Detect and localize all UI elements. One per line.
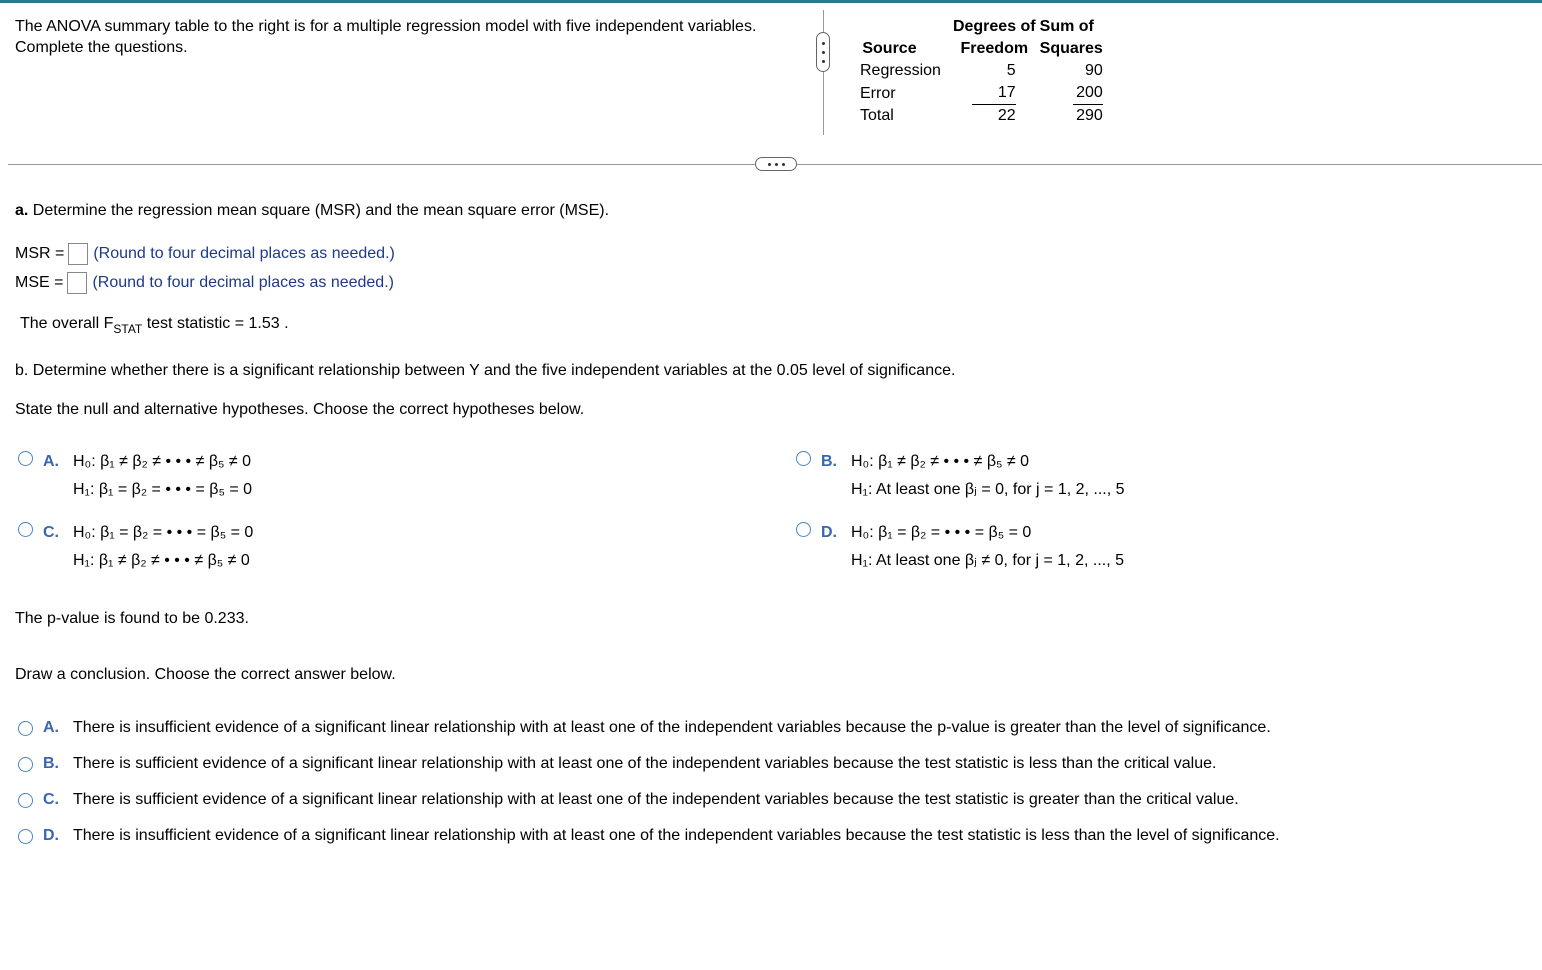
fstat-subscript: STAT bbox=[113, 322, 143, 336]
h1-text: H₁: β₁ = β₂ = • • • = β₅ = 0 bbox=[73, 481, 253, 498]
part-a-text: Determine the regression mean square (MSR) and the mean square error (MSE). bbox=[32, 202, 610, 219]
source-cell: Regression bbox=[860, 62, 941, 79]
source-cell: Error bbox=[860, 84, 896, 102]
option-letter: A. bbox=[43, 719, 59, 736]
msr-input[interactable] bbox=[68, 243, 88, 265]
anova-table bbox=[858, 16, 1105, 127]
radio-button[interactable] bbox=[796, 451, 811, 466]
option-text: There is sufficient evidence of a significant linear relationship with at least one of the independent variables because the test statistic is less than the critical value. bbox=[73, 755, 1217, 772]
msr-row bbox=[15, 241, 395, 267]
option-letter: D. bbox=[821, 524, 837, 541]
part-b-question: b. Determine whether there is a significant relationship between Y and the five independent variables at the 0.05 level of significance. bbox=[15, 362, 956, 379]
hyp-option-b[interactable] bbox=[796, 448, 1125, 504]
top-accent-bar bbox=[0, 0, 1542, 3]
h1-text: H₁: At least one βⱼ = 0, for j = 1, 2, ..., 5 bbox=[851, 481, 1125, 498]
hyp-option-a[interactable] bbox=[18, 448, 252, 504]
radio-button[interactable] bbox=[796, 522, 811, 537]
hyp-option-d[interactable] bbox=[796, 519, 1124, 575]
h0-text: H₀: β₁ = β₂ = • • • = β₅ = 0 bbox=[73, 524, 254, 541]
vertical-resize-handle[interactable] bbox=[816, 32, 830, 72]
part-a-question bbox=[15, 202, 609, 220]
h1-text: H₁: At least one βⱼ ≠ 0, for j = 1, 2, ..., 5 bbox=[851, 552, 1124, 569]
msr-hint: (Round to four decimal places as needed.) bbox=[93, 245, 395, 262]
part-a-label: a. bbox=[15, 202, 29, 219]
conclusion-option-b[interactable] bbox=[18, 752, 1216, 776]
conclusion-option-d[interactable] bbox=[18, 824, 1280, 848]
fstat-prefix: The overall F bbox=[20, 315, 114, 332]
table-row bbox=[858, 82, 1105, 105]
radio-button[interactable] bbox=[18, 522, 33, 537]
df-cell: 17 bbox=[972, 82, 1016, 105]
conclusion-option-c[interactable] bbox=[18, 788, 1239, 812]
vertical-divider bbox=[823, 10, 824, 135]
fstat-suffix: test statistic = 1.53 . bbox=[142, 315, 289, 332]
radio-button[interactable] bbox=[18, 757, 33, 772]
df-cell: 5 bbox=[1006, 62, 1016, 79]
ss-header-top: Sum of bbox=[1039, 18, 1094, 35]
h0-text: H₀: β₁ = β₂ = • • • = β₅ = 0 bbox=[851, 524, 1032, 541]
hyp-option-c[interactable] bbox=[18, 519, 253, 575]
option-letter: D. bbox=[43, 827, 59, 844]
table-row bbox=[858, 105, 1105, 127]
df-header-top: Degrees of bbox=[952, 18, 1036, 35]
option-letter: C. bbox=[43, 524, 59, 541]
option-letter: B. bbox=[43, 755, 59, 772]
radio-button[interactable] bbox=[18, 829, 33, 844]
radio-button[interactable] bbox=[18, 793, 33, 808]
ss-header-bottom: Squares bbox=[1039, 40, 1103, 57]
option-text: There is insufficient evidence of a significant linear relationship with at least one of the independent variables because the p-value is greater than the level of significance. bbox=[73, 719, 1271, 736]
mse-label: MSE = bbox=[15, 274, 64, 291]
h0-text: H₀: β₁ ≠ β₂ ≠ • • • ≠ β₅ ≠ 0 bbox=[73, 453, 252, 470]
ss-cell: 200 bbox=[1073, 82, 1103, 105]
option-letter: B. bbox=[821, 453, 837, 470]
df-cell: 22 bbox=[997, 107, 1016, 124]
h1-text: H₁: β₁ ≠ β₂ ≠ • • • ≠ β₅ ≠ 0 bbox=[73, 552, 250, 569]
conclusion-prompt: Draw a conclusion. Choose the correct answer below. bbox=[15, 666, 396, 683]
mse-input[interactable] bbox=[67, 272, 87, 294]
option-text: There is sufficient evidence of a significant linear relationship with at least one of the independent variables because the test statistic is greater than the critical value. bbox=[73, 791, 1239, 808]
h0-text: H₀: β₁ ≠ β₂ ≠ • • • ≠ β₅ ≠ 0 bbox=[851, 453, 1030, 470]
pvalue-text: The p-value is found to be 0.233. bbox=[15, 610, 249, 627]
option-letter: A. bbox=[43, 453, 59, 470]
table-row bbox=[858, 60, 1105, 82]
hypotheses-prompt: State the null and alternative hypotheses. Choose the correct hypotheses below. bbox=[15, 401, 585, 418]
mse-hint: (Round to four decimal places as needed.) bbox=[92, 274, 394, 291]
intro-text: The ANOVA summary table to the right is for a multiple regression model with five independent variables. Complete the questions. bbox=[15, 18, 757, 56]
source-header: Source bbox=[862, 40, 917, 57]
ss-cell: 90 bbox=[1084, 62, 1103, 79]
radio-button[interactable] bbox=[18, 451, 33, 466]
ss-cell: 290 bbox=[1076, 107, 1103, 124]
fstat-text bbox=[20, 315, 289, 336]
conclusion-option-a[interactable] bbox=[18, 716, 1271, 740]
option-letter: C. bbox=[43, 791, 59, 808]
option-text: There is insufficient evidence of a significant linear relationship with at least one of the independent variables because the test statistic is less than the level of significance. bbox=[73, 827, 1280, 844]
radio-button[interactable] bbox=[18, 721, 33, 736]
df-header-bottom: Freedom bbox=[960, 40, 1029, 57]
horizontal-resize-handle[interactable] bbox=[755, 157, 797, 171]
msr-label: MSR = bbox=[15, 245, 65, 262]
mse-row bbox=[15, 270, 394, 296]
source-cell: Total bbox=[860, 107, 894, 124]
